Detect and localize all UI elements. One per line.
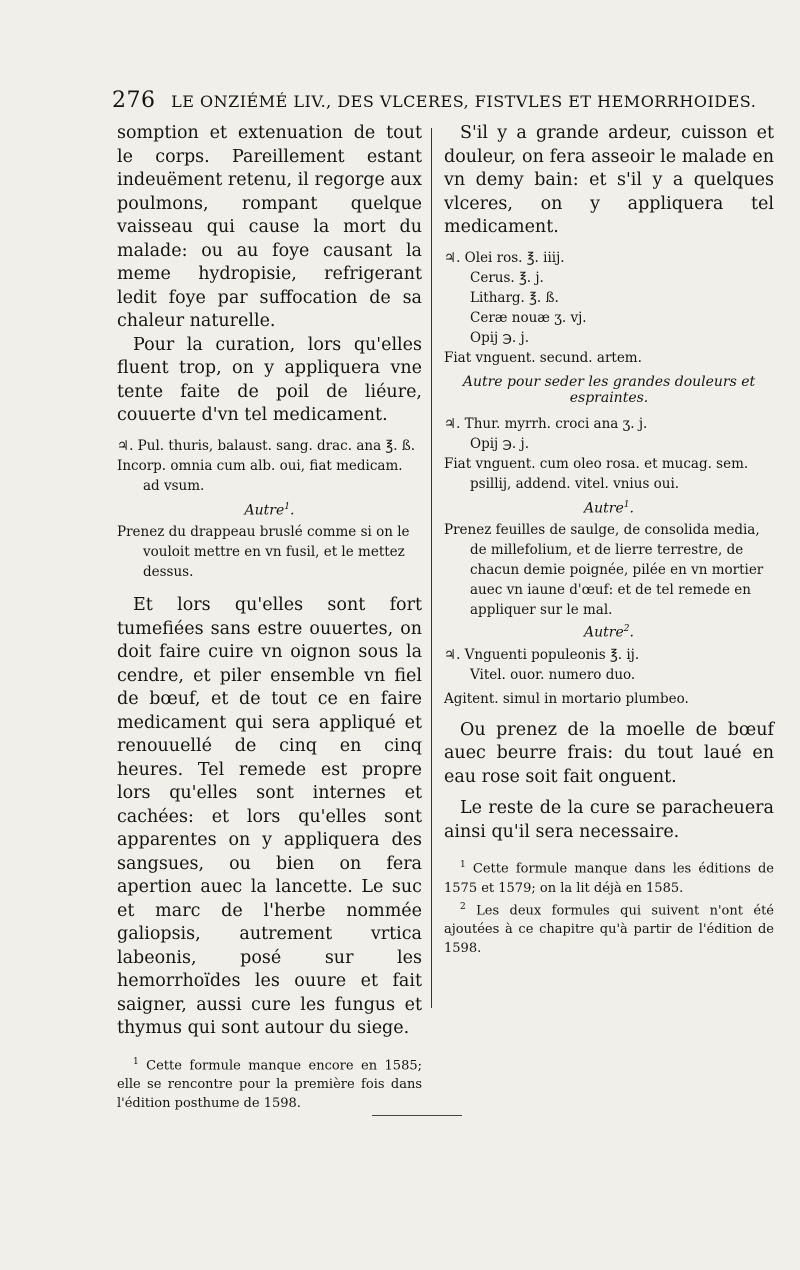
right-paragraph-1: S'il y a grande ardeur, cuisson et douleur, on fera asseoir le malade en vn demy bain: et s'il y a quelques vlceres, on y appliquera tel medicament. (444, 123, 774, 237)
formula-3-line-3: Fiat vnguent. cum oleo rosa. et mucag. sem. psillij, addend. vitel. vnius oui. (444, 455, 749, 492)
left-footnote-marker: 1 (133, 1056, 139, 1067)
formula-2-line-3: Litharg. ℥. ß. (470, 289, 559, 306)
right-footnote-2 (444, 898, 774, 958)
autre-label: Autre (244, 502, 285, 519)
autre-label-3: Autre (584, 624, 624, 641)
formula-2-end: Fiat vnguent. secund. artem. (444, 349, 642, 366)
formula-2-line-1: ♃. Olei ros. ℥. iiij. (444, 249, 565, 266)
column-divider (431, 128, 432, 1008)
autre-heading-3: Autre$^2$. (584, 624, 634, 641)
right-paragraph-3: Le reste de la cure se paracheuera ainsi qu'il sera necessaire. (444, 798, 774, 842)
autre-label-2: Autre (584, 500, 624, 517)
autre-heading-2: Autre$^1$. (584, 499, 634, 517)
page-number: 276 (112, 88, 156, 113)
footer-rule (372, 1115, 462, 1116)
footnote-marker: 1 (284, 501, 290, 512)
footnote-marker-2: 1 (623, 499, 630, 510)
right-paragraph-2: Ou prenez de la moelle de bœuf auec beurre frais: du tout laué en eau rose soit fait onguent. (444, 719, 774, 787)
right-footnote-1 (444, 856, 774, 897)
left-footnote-text: Cette formule manque encore en 1585; elle se rencontre pour la première fois dans l'édition posthume de 1598. (117, 1057, 422, 1111)
formula-4-line-3: Agitent. simul in mortario plumbeo. (444, 690, 689, 707)
recipe-2: Prenez feuilles de saulge, de consolida media, de millefolium, et de lierre terrestre, de chacun demie poignée, pilée en vn mortier auec vn iaune d'œuf: et de tel remede en appliquer sur le mal. (444, 522, 764, 619)
left-paragraph-3: Et lors qu'elles sont fort tumefiées sans estre ouuertes, on doit faire cuire vn oignon sous la cendre, et piler ensemble vn fiel de bœuf, et de tout ce en faire medicament qui sera appliqué et renouuellé de cinq en cinq heures. Tel remede est propre lors qu'elles sont internes et cachées: et lors qu'elles sont apparentes on y appliquera des sangsues, ou bien on fera apertion auec la lancette. Le suc et marc de l'herbe nommée galiopsis, autrement vrtica labeonis, posé sur les hemorrhoïdes les ouure et fait saigner, aussi cure les fungus et thymus qui sont autour du siege. (117, 595, 422, 1039)
formula-2 (444, 248, 774, 368)
autre-heading-1: Autre$^1$. (244, 501, 295, 519)
left-column (117, 122, 422, 1113)
formula-1 (117, 436, 422, 496)
left-paragraph-2: Pour la curation, lors qu'elles fluent trop, on y appliquera vne tente faite de poil de liéure, couuerte d'vn tel medicament. (117, 334, 422, 425)
running-header (112, 88, 757, 113)
left-paragraph-1: somption et extenuation de tout le corps. Pareillement estant indeuëment retenu, il regorge aux poulmons, rompant quelque vaisseau qui cause la mort du malade: ou au foye causant la meme hydropisie, refrigerant ledit foye par suffocation de sa chaleur naturelle. (117, 123, 422, 331)
formula-2-line-2: Cerus. ℥. j. (470, 269, 544, 286)
formula-3-line-1: ♃. Thur. myrrh. croci ana ʒ. j. (444, 415, 648, 432)
formula-4-line-2: Vitel. ouor. numero duo. (470, 666, 636, 683)
formula-2-line-4: Ceræ nouæ ʒ. vj. (470, 309, 587, 326)
formula-2-line-5: Opij ℈. j. (470, 329, 529, 346)
recipe-1: Prenez du drappeau bruslé comme si on le vouloit mettre en vn fusil, et le mettez dessus. (117, 524, 410, 581)
right-footnote-1-text: Cette formule manque dans les éditions de 1575 et 1579; on la lit déjà en 1585. (444, 861, 774, 896)
right-footnote-2-marker: 2 (460, 901, 466, 912)
formula-1-line-2: Incorp. omnia cum alb. oui, fiat medicam. ad vsum. (117, 457, 403, 494)
footnote-marker-3: 2 (623, 624, 630, 635)
formula-4-line-1: ♃. Vnguenti populeonis ℥. ij. (444, 646, 640, 663)
formula-3-line-2: Opij ℈. j. (470, 435, 529, 452)
autre-pour-heading: Autre pour seder les grandes douleurs et espraintes. (462, 373, 756, 406)
formula-4 (444, 645, 774, 709)
formula-1-line-1: ♃. Pul. thuris, balaust. sang. drac. ana ℥. ß. (117, 437, 416, 454)
formula-3 (444, 414, 774, 494)
right-footnote-2-text: Les deux formules qui suivent n'ont été ajoutées à ce chapitre qu'à partir de l'édition de 1598. (444, 902, 774, 956)
left-footnote (117, 1053, 422, 1113)
running-title: LE ONZIÉMÉ LIV., DES VLCERES, FISTVLES ET HEMORRHOIDES. (171, 92, 757, 111)
right-footnote-1-marker: 1 (460, 860, 466, 871)
right-column (444, 122, 774, 958)
